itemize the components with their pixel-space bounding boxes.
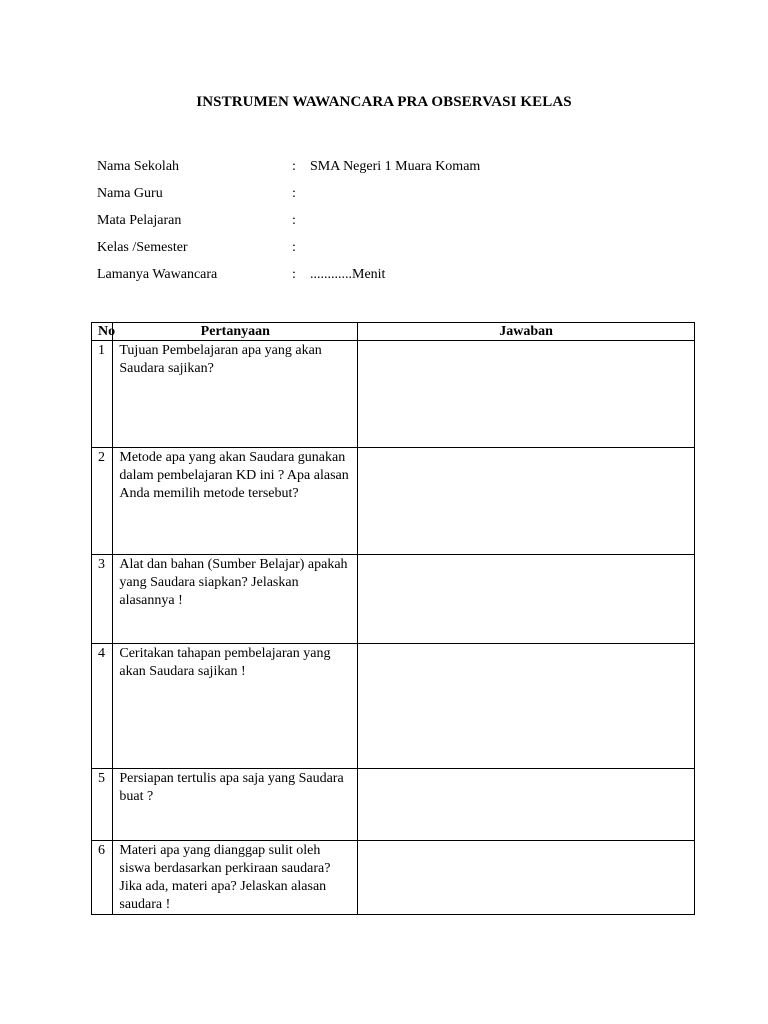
info-colon: :: [292, 267, 296, 282]
table-row: [92, 555, 695, 644]
row-answer: [358, 841, 695, 915]
info-label: Lamanya Wawancara: [97, 267, 218, 282]
info-value-school: SMA Negeri 1 Muara Komam: [310, 159, 481, 174]
row-number: 3: [92, 555, 113, 644]
info-row-subject: [97, 211, 697, 238]
row-answer: [358, 644, 695, 769]
header-no: No: [92, 323, 113, 341]
row-answer: [358, 341, 695, 448]
row-question: Tujuan Pembelajaran apa yang akan Saudara sajikan?: [113, 341, 358, 448]
info-row-class: [97, 238, 697, 265]
row-question: Ceritakan tahapan pembelajaran yang akan Saudara sajikan !: [113, 644, 358, 769]
info-label: Nama Guru: [97, 186, 163, 201]
row-number: 2: [92, 448, 113, 555]
row-number: 6: [92, 841, 113, 915]
document-title: INSTRUMEN WAWANCARA PRA OBSERVASI KELAS: [196, 94, 572, 110]
header-question: Pertanyaan: [113, 323, 358, 341]
table-row: [92, 841, 695, 915]
identity-form: [97, 157, 697, 292]
table-row: [92, 769, 695, 841]
info-colon: :: [292, 240, 296, 255]
row-number: 4: [92, 644, 113, 769]
row-question: Persiapan tertulis apa saja yang Saudara buat ?: [113, 769, 358, 841]
interview-table: [91, 322, 695, 915]
info-label: Nama Sekolah: [97, 159, 180, 174]
row-question: Metode apa yang akan Saudara gunakan dalam pembelajaran KD ini ? Apa alasan Anda memilih metode tersebut?: [113, 448, 358, 555]
info-colon: :: [292, 186, 296, 201]
info-label: Mata Pelajaran: [97, 213, 182, 228]
row-question: Materi apa yang dianggap sulit oleh siswa berdasarkan perkiraan saudara? Jika ada, materi apa? Jelaskan alasan saudara !: [113, 841, 358, 915]
row-answer: [358, 555, 695, 644]
table-row: [92, 341, 695, 448]
table-row: [92, 644, 695, 769]
row-answer: [358, 448, 695, 555]
info-row-teacher: [97, 184, 697, 211]
row-number: 5: [92, 769, 113, 841]
info-value-duration: ............Menit: [310, 267, 386, 282]
row-number: 1: [92, 341, 113, 448]
info-colon: :: [292, 159, 296, 174]
row-question: Alat dan bahan (Sumber Belajar) apakah yang Saudara siapkan? Jelaskan alasannya !: [113, 555, 358, 644]
row-answer: [358, 769, 695, 841]
info-label: Kelas /Semester: [97, 240, 188, 255]
header-answer: Jawaban: [358, 323, 695, 341]
info-row-school: [97, 157, 697, 184]
table-row: [92, 448, 695, 555]
info-colon: :: [292, 213, 296, 228]
table-header-row: [92, 323, 695, 341]
info-row-duration: [97, 265, 697, 292]
